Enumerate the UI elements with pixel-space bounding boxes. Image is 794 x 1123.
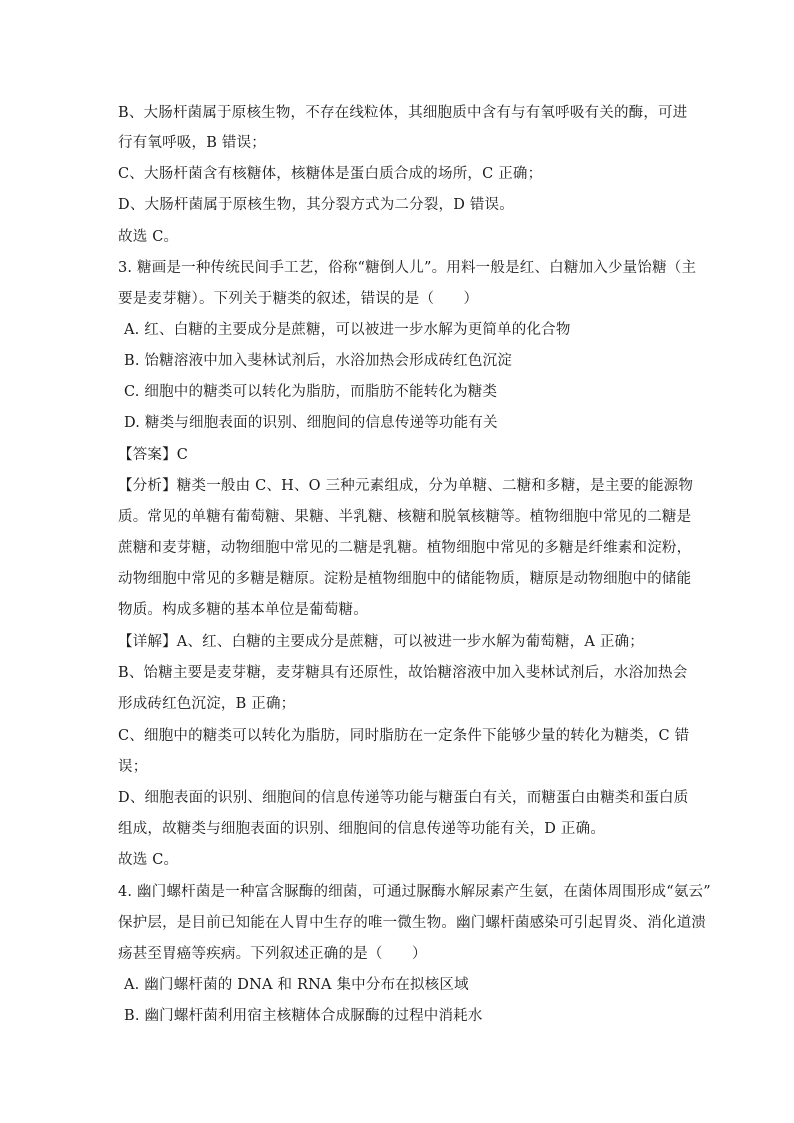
text-line: 行有氧呼吸，B 错误； xyxy=(118,135,266,151)
option-a: A. 幽门螺杆菌的 DNA 和 RNA 集中分布在拟核区域 xyxy=(124,977,469,993)
explanation-line: C、细胞中的糖类可以转化为脂肪，同时脂肪在一定条件下能够少量的转化为糖类，C 错 xyxy=(118,728,690,744)
text-line: 故选 C。 xyxy=(118,229,179,245)
option-d: D. 糖类与细胞表面的识别、细胞间的信息传递等功能有关 xyxy=(124,415,498,431)
option-c: C. 细胞中的糖类可以转化为脂肪，而脂肪不能转化为糖类 xyxy=(124,384,498,400)
text-line: B、大肠杆菌属于原核生物，不存在线粒体，其细胞质中含有与有氧呼吸有关的酶，可进 xyxy=(118,105,688,121)
explanation-line: 故选 C。 xyxy=(118,852,179,868)
explanation-line: 【详解】A、红、白糖的主要成分是蔗糖，可以被进一步水解为葡萄糖，A 正确； xyxy=(118,634,644,650)
question-3-stem: 要是麦芽糖）。下列关于糖类的叙述，错误的是（ ） xyxy=(118,291,479,307)
analysis-line: 质。常见的单糖有葡萄糖、果糖、半乳糖、核糖和脱氧核糖等。植物细胞中常见的二糖是 xyxy=(118,509,692,525)
text-line: C、大肠杆菌含有核糖体，核糖体是蛋白质合成的场所，C 正确； xyxy=(118,166,543,182)
question-4-stem: 保护层，是目前已知能在人胃中生存的唯一微生物。幽门螺杆菌感染可引起胃炎、消化道溃 xyxy=(118,915,706,931)
option-b: B. 幽门螺杆菌利用宿主核糖体合成脲酶的过程中消耗水 xyxy=(124,1008,483,1024)
question-3-stem: 3. 糖画是一种传统民间手工艺，俗称“糖倒人儿”。用料一般是红、白糖加入少量饴糖（主 xyxy=(118,260,697,276)
explanation-line: B、饴糖主要是麦芽糖，麦芽糖具有还原性，故饴糖溶液中加入斐林试剂后，水浴加热会 xyxy=(118,665,688,681)
answer-line: 【答案】C xyxy=(118,447,189,463)
explanation-line: D、细胞表面的识别、细胞间的信息传递等功能与糖蛋白有关，而糖蛋白由糖类和蛋白质 xyxy=(118,790,689,806)
analysis-line: 物质。构成多糖的基本单位是葡萄糖。 xyxy=(118,602,368,618)
option-b: B. 饴糖溶液中加入斐林试剂后，水浴加热会形成砖红色沉淀 xyxy=(124,353,512,369)
analysis-line: 蔗糖和麦芽糖，动物细胞中常见的二糖是乳糖。植物细胞中常见的多糖是纤维素和淀粉， xyxy=(118,540,692,556)
explanation-line: 误； xyxy=(118,759,148,775)
option-a: A. 红、白糖的主要成分是蔗糖，可以被进一步水解为更简单的化合物 xyxy=(124,322,571,338)
question-4-stem: 4. 幽门螺杆菌是一种富含脲酶的细菌，可通过脲酶水解尿素产生氨，在菌体周围形成“氨云” xyxy=(118,884,711,900)
explanation-line: 形成砖红色沉淀，B 正确； xyxy=(118,696,296,712)
analysis-line: 【分析】糖类一般由 C、H、O 三种元素组成，分为单糖、二糖和多糖，是主要的能源物 xyxy=(118,478,694,494)
text-line: D、大肠杆菌属于原核生物，其分裂方式为二分裂，D 错误。 xyxy=(118,197,514,213)
question-4-stem: 疡甚至胃癌等疾病。下列叙述正确的是（ ） xyxy=(118,946,427,962)
analysis-line: 动物细胞中常见的多糖是糖原。淀粉是植物细胞中的储能物质，糖原是动物细胞中的储能 xyxy=(118,571,692,587)
explanation-line: 组成，故糖类与细胞表面的识别、细胞间的信息传递等功能有关，D 正确。 xyxy=(118,821,606,837)
